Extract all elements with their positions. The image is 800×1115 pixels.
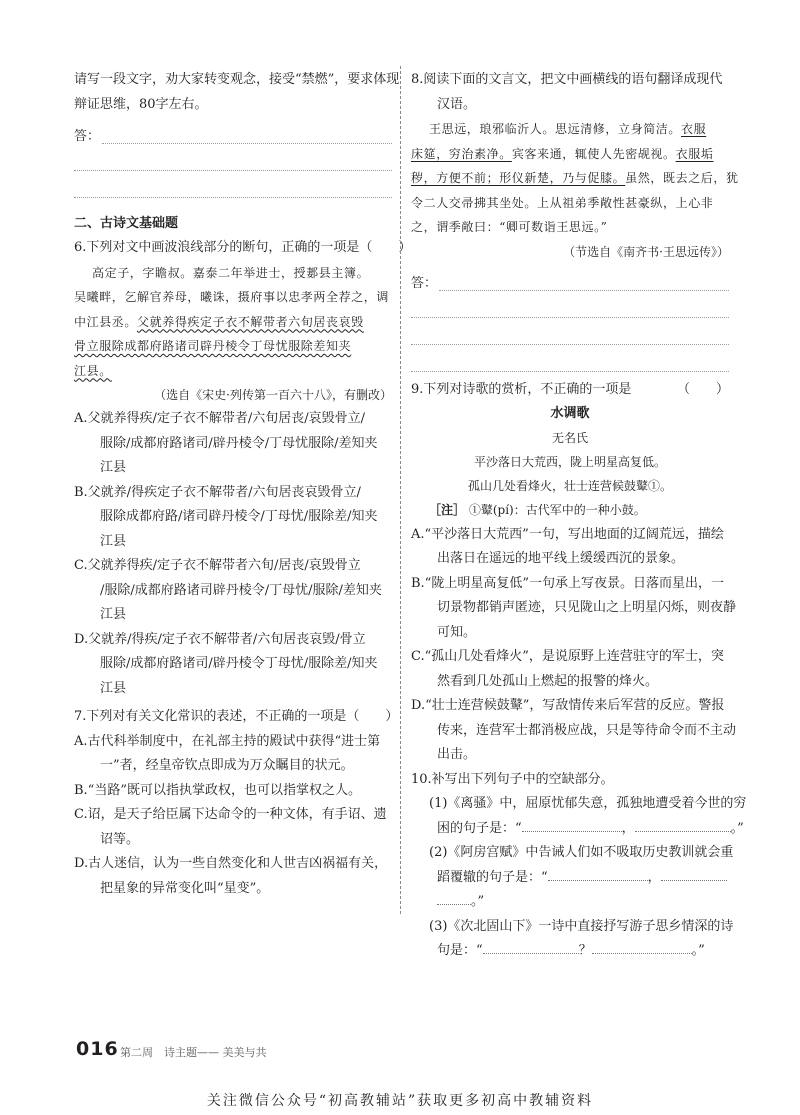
option-line: 江县 (100, 607, 127, 622)
option-line: 出击。 (437, 747, 477, 762)
answer-line[interactable] (411, 291, 729, 318)
passage-text: 令二人交帚拂其坐处。上从祖弟季敞性甚豪纵，上心非 (411, 195, 714, 210)
passage-line: 吴曦畔，乞解官养母，曦诛，摄府事以忠孝两全荐之，调 (74, 290, 390, 304)
poem-line: 孤山几处看烽火，壮士连营候鼓鼙①。 (467, 479, 672, 493)
note-text: ①鼙(pí)：古代军中的一种小鼓。 (468, 503, 646, 517)
option-line: 江县 (100, 460, 127, 475)
answer-line[interactable] (411, 345, 729, 372)
option-line: 把星象的异常变化叫“星变”。 (100, 880, 270, 896)
page-number: 016 (76, 1038, 119, 1060)
fill-prefix: 句是：“ (437, 943, 483, 958)
answer-field[interactable] (74, 117, 392, 144)
option-line: 服除成都府路/诸司辟丹棱令/丁母忧/服除差/知夹 (100, 509, 378, 524)
bottom-banner: 关注微信公众号“初高教辅站”获取更多初高中教辅资料 (206, 1093, 594, 1109)
answer-line[interactable] (439, 276, 729, 291)
wavy-underlined-text: 江县。 (74, 363, 112, 378)
q9-option-a[interactable] (411, 523, 729, 572)
q10-item-2: (2)《阿房宫赋》中告诫人们如不吸取历史教训就会重 (429, 845, 734, 860)
option-line: D.“壮士连营候鼓鼙”，写敌情传来后军营的反应。警报 (411, 698, 725, 713)
poem-author: 无名氏 (551, 431, 588, 445)
option-line: B.父就养/得疾定子衣不解带者/六旬居丧哀毁骨立/ (74, 484, 361, 500)
fill-sep: ？ (578, 943, 592, 958)
passage-line: 中江县丞。 (74, 314, 138, 329)
q9-stem: 9.下列对诗歌的赏析，不正确的一项是 (411, 381, 632, 397)
fill-blank[interactable] (592, 941, 692, 954)
q8-passage (411, 117, 739, 240)
fill-blank[interactable] (437, 892, 471, 905)
underlined-text: 衣服 (681, 122, 707, 136)
option-line: 江县 (100, 533, 127, 549)
right-column (411, 68, 747, 964)
q7-option-c[interactable] (74, 803, 392, 852)
option-line: A.古代科举制度中，在礼部主持的殿试中获得“进士第 (74, 733, 381, 749)
note-label: ［注］ (429, 503, 466, 517)
fill-suffix: 。” (730, 820, 744, 836)
q10-item-3: (3)《次北固山下》一诗中直接抒写游子思乡情深的诗 (429, 918, 734, 934)
option-line: A.“平沙落日大荒西”一句，写出地面的辽阔荒远，描绘 (411, 526, 724, 542)
answer-paren[interactable]: （ ） (676, 381, 729, 397)
option-line: 服除/成都府路诸司/辟丹棱令丁母忧/服除差/知夹 (100, 656, 378, 671)
option-line: /服除/成都府路诸司辟丹棱令/丁母忧/服除/差知夹 (100, 582, 382, 598)
q6-option-b[interactable] (74, 481, 392, 555)
fill-blank[interactable] (522, 819, 622, 832)
poem-title: 水调歌 (550, 406, 590, 421)
q6-option-c[interactable] (74, 554, 392, 628)
option-line: D.父就养/得疾/定子衣不解带者/六旬居丧哀毁/骨立 (74, 631, 366, 647)
poem-note (411, 498, 729, 523)
fill-blank[interactable] (635, 819, 731, 832)
option-line: 江县 (100, 680, 127, 696)
underlined-text: 床筵，穷治素净。 (411, 146, 512, 161)
fill-prefix: 困的句子是：“ (437, 820, 522, 836)
option-line: C.诏，是天子给臣属下达命令的一种文体，有手诏、遗 (74, 807, 387, 822)
option-line: B.“当路”既可以指执掌政权，也可以指掌权之人。 (74, 782, 361, 798)
answer-line[interactable] (74, 144, 392, 171)
q9-option-c[interactable] (411, 645, 729, 694)
answer-label: 答： (74, 129, 101, 144)
wavy-underlined-text: 骨立服除成都府路诸司辟丹棱令丁母忧服除差知夹 (74, 339, 352, 353)
passage-text: 虽然，既去之后，犹 (625, 171, 739, 185)
q9-option-b[interactable] (411, 572, 737, 646)
option-line: 诏等。 (100, 831, 140, 847)
option-line: C.“孤山几处看烽火”，是说原野上连营驻守的军士，突 (411, 649, 724, 664)
column-divider (400, 66, 401, 914)
q6-stem: 6.下列对文中画波浪线部分的断句，正确的一项是（ ） (74, 240, 412, 255)
q6-option-a[interactable] (74, 407, 392, 481)
option-line: C.父就养得疾/定子衣不解带者六旬/居丧/哀毁骨立 (74, 558, 361, 573)
section-title: 二、古诗文基础题 (74, 216, 179, 231)
option-line: 切景物都销声匿迹，只见陇山之上明星闪烁，则夜静 (437, 600, 737, 615)
poem-line: 平沙落日大荒西，陇上明星高复低。 (473, 455, 666, 469)
answer-line[interactable] (102, 129, 392, 144)
fill-sep: ， (647, 869, 661, 885)
underlined-text: 秽，方便不前；形仪新楚，乃与促膝。 (411, 171, 626, 185)
option-line: 出落日在遥远的地平线上缓缓西沉的景象。 (437, 551, 685, 566)
answer-field[interactable] (411, 264, 729, 291)
answer-line[interactable] (74, 171, 392, 198)
q6-option-d[interactable] (74, 628, 392, 702)
q9-option-d[interactable] (411, 694, 737, 768)
fill-blank[interactable] (661, 868, 727, 881)
fill-suffix: 。” (691, 943, 705, 958)
passage-text: 之，谓季敞曰：“卿可数诣王思远。” (411, 220, 608, 234)
answer-label: 答： (411, 275, 438, 291)
q10-stem: 10.补写出下列句子中的空缺部分。 (411, 771, 614, 787)
passage-text: 宾客来通，辄使人先密觇视。 (511, 146, 676, 161)
option-line: 然看到几处孤山上燃起的报警的烽火。 (437, 673, 659, 689)
q6-passage (74, 261, 392, 384)
fill-blank[interactable] (483, 941, 579, 954)
option-line: D.古人迷信，认为一些自然变化和人世吉凶祸福有关， (74, 856, 388, 871)
q10-item-1: (1)《离骚》中，屈原忧郁失意，孤独地遭受着今世的穷 (429, 796, 747, 811)
option-line: B.“陇上明星高复低”一句承上写夜景。日落而星出，一 (411, 575, 724, 591)
q7-option-b[interactable] (74, 779, 392, 804)
left-column (74, 68, 412, 901)
intro-line: 辩证思维，80字左右。 (74, 96, 208, 112)
option-line: 传来，连营军士都消极应战，只是等待命令而不主动 (437, 722, 737, 738)
q7-stem: 7.下列对有关文化常识的表述，不正确的一项是（ ） (74, 709, 399, 724)
option-line: 服除/成都府路诸司/辟丹棱令/丁母忧服除/差知夹 (100, 435, 378, 451)
underlined-text: 衣服垢 (675, 146, 714, 161)
passage-line: 高定子，字瞻叔。嘉泰二年举进士，授郪县主簿。 (92, 265, 370, 280)
q6-source: （选自《宋史·列传第一百六十八》，有删改） (154, 388, 392, 402)
running-footer: 第二周 诗主题—— 美美与共 (120, 1046, 267, 1059)
fill-prefix: 蹈覆辙的句子是：“ (437, 869, 548, 885)
q8-stem: 8.阅读下面的文言文，把文中画横线的语句翻译成现代 (411, 72, 723, 87)
option-line: 可知。 (437, 624, 477, 640)
answer-line[interactable] (411, 318, 729, 345)
fill-blank[interactable] (548, 868, 648, 881)
intro-line: 请写一段文字，劝大家转变观念，接受“禁燃”，要求体现 (74, 72, 400, 87)
fill-sep: ， (621, 820, 635, 836)
wavy-underlined-text: 父就养得疾定子衣不解带者六旬居丧哀毁 (137, 314, 364, 329)
option-line: A.父就养得疾/定子衣不解带者/六旬居丧/哀毁骨立/ (74, 411, 366, 426)
q8-source: （节选自《南齐书·王思远传》） (563, 244, 729, 259)
q8-stem: 汉语。 (437, 96, 477, 112)
option-line: 一”者，经皇帝钦点即成为万众瞩目的状元。 (100, 758, 354, 773)
q7-option-a[interactable] (74, 730, 392, 779)
passage-text: 王思远，琅邪临沂人。思远清修，立身简洁。 (429, 122, 682, 136)
q7-option-d[interactable] (74, 852, 392, 901)
fill-suffix: 。” (471, 894, 485, 909)
